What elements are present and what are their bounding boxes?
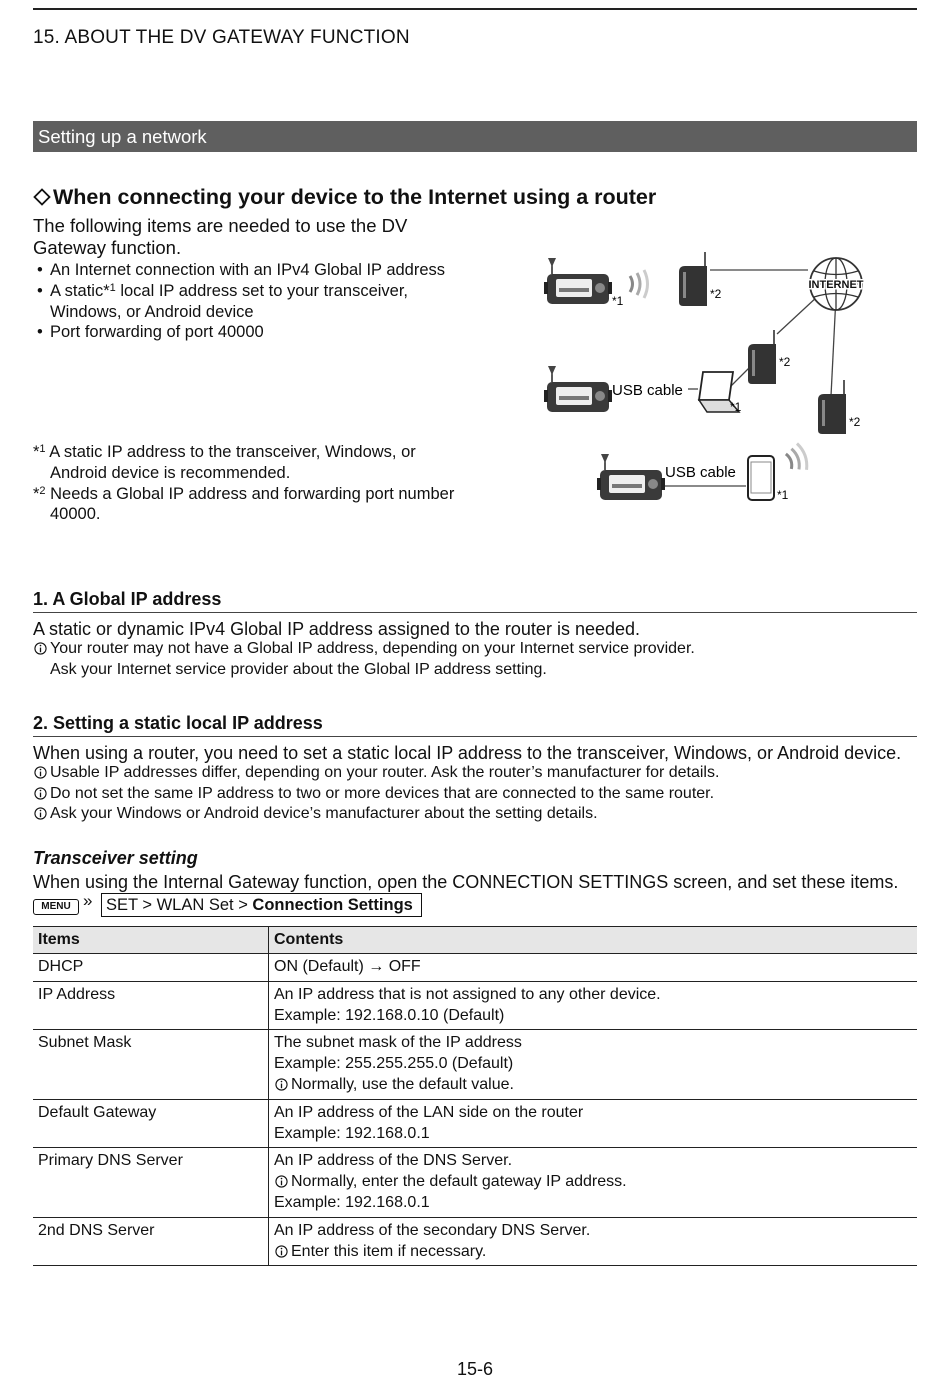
footnote-mark: *2: [710, 287, 722, 301]
table-cell-item: IP Address: [33, 981, 269, 1030]
info-icon: [275, 1078, 288, 1091]
table-cell-item: 2nd DNS Server: [33, 1217, 269, 1266]
tip-line: Usable IP addresses differ, depending on your router. Ask the router’s manufacturer for details.: [33, 763, 719, 784]
wireless-icon: [630, 270, 648, 298]
info-icon: [275, 1175, 288, 1188]
section-bar: Setting up a network: [33, 121, 917, 152]
tip-line: Normally, use the default value.: [274, 1075, 912, 1096]
column-header: Items: [33, 927, 269, 954]
tip-block: [33, 763, 719, 825]
chapter-title: 15. ABOUT THE DV GATEWAY FUNCTION: [33, 27, 410, 48]
info-icon: [34, 807, 47, 820]
footnote-mark: *1: [612, 294, 624, 308]
info-icon: [34, 642, 47, 655]
table-cell-contents: [269, 1030, 918, 1099]
network-diagram: [540, 246, 870, 516]
menu-path-box: SET > WLAN Set > Connection Settings: [101, 893, 422, 917]
settings-table: [33, 926, 917, 1266]
wireless-icon: [784, 442, 810, 474]
content-line: An IP address of the secondary DNS Server.: [274, 1221, 591, 1239]
router-icon: [679, 252, 707, 306]
footnote-mark: *2: [849, 415, 861, 429]
table-cell-contents: [269, 1099, 918, 1148]
footnote: *$^1$ A static IP address to the transceiver, Windows, or Android device is recommended.: [33, 443, 416, 482]
content-line: Example: 255.255.255.0 (Default): [274, 1055, 514, 1073]
page-number: 15-6: [456, 1359, 494, 1379]
table-row: [33, 954, 917, 982]
subsection-heading: 2. Setting a static local IP address: [33, 713, 917, 737]
list-item: • An Internet connection with an IPv4 Global IP address: [33, 260, 463, 281]
internet-label: INTERNET: [808, 279, 864, 291]
content-line: An IP address that is not assigned to any other device.: [274, 985, 661, 1003]
info-icon: [34, 766, 47, 779]
tip-line: Normally, enter the default gateway IP address.: [274, 1172, 912, 1193]
table-cell-contents: [269, 981, 918, 1030]
transceiver-icon: [544, 366, 612, 412]
section-heading: [33, 185, 656, 212]
tip-line: Ask your Windows or Android device’s manufacturer about the setting details.: [33, 804, 719, 825]
top-rule: [33, 8, 917, 10]
footnote-mark: *1: [777, 488, 789, 502]
table-cell-item: Default Gateway: [33, 1099, 269, 1148]
tip-line: Your router may not have a Global IP address, depending on your Internet service provider.: [33, 639, 695, 660]
list-item: • Port forwarding of port 40000: [33, 322, 463, 343]
content-line: The subnet mask of the IP address: [274, 1034, 522, 1052]
list-item: • A static*$^1$ local IP address set to your transceiver, Windows, or Android device: [33, 281, 463, 323]
content-line: Example: 192.168.0.1: [274, 1124, 430, 1142]
paragraph: When using the Internal Gateway function, open the CONNECTION SETTINGS screen, and set these items.: [33, 872, 899, 892]
tip-line: Enter this item if necessary.: [274, 1242, 912, 1263]
subsection-heading: 1. A Global IP address: [33, 589, 917, 613]
content-line: An IP address of the DNS Server.: [274, 1152, 513, 1170]
table-header-row: [33, 927, 917, 954]
table-body: [33, 954, 917, 1266]
table-row: [33, 1148, 917, 1217]
requirements-list: [33, 260, 463, 343]
column-header: Contents: [269, 927, 918, 954]
tip-line: Do not set the same IP address to two or more devices that are connected to the same router.: [33, 784, 719, 805]
table-cell-contents: [269, 1217, 918, 1266]
intro-text: The following items are needed to use the DV Gateway function.: [33, 215, 408, 258]
usb-cable-label: USB cable: [612, 382, 683, 399]
tip-line: Ask your Internet service provider about the Global IP address setting.: [50, 660, 547, 678]
table-row: [33, 1217, 917, 1266]
info-icon: [34, 787, 47, 800]
table-cell-item: Subnet Mask: [33, 1030, 269, 1099]
paragraph: When using a router, you need to set a static local IP address to the transceiver, Windows, or Android device.: [33, 743, 902, 763]
tip-block: [33, 639, 695, 680]
router-icon: [748, 330, 776, 384]
menu-key: MENU: [33, 899, 79, 915]
paragraph: A static or dynamic IPv4 Global IP address assigned to the router is needed.: [33, 619, 641, 639]
section-heading-text: When connecting your device to the Internet using a router: [53, 185, 657, 209]
table-cell-item: DHCP: [33, 954, 269, 982]
menu-arrow: »: [83, 891, 93, 910]
diamond-icon: [33, 187, 51, 212]
footnotes: [33, 442, 463, 525]
transceiver-icon: [544, 258, 612, 304]
footnote-mark: *2: [779, 355, 791, 369]
usb-cable-label: USB cable: [665, 464, 736, 481]
table-cell-item: Primary DNS Server: [33, 1148, 269, 1217]
footnote-mark: *1: [730, 400, 742, 414]
table-cell-contents: [269, 1148, 918, 1217]
smartphone-icon: [748, 456, 774, 500]
content-line: ON (Default) → OFF: [274, 958, 421, 975]
content-line: Example: 192.168.0.10 (Default): [274, 1006, 505, 1024]
info-icon: [275, 1245, 288, 1258]
content-line: Example: 192.168.0.1: [274, 1193, 430, 1211]
transceiver-icon: [597, 454, 665, 500]
table-row: [33, 981, 917, 1030]
content-line: An IP address of the LAN side on the router: [274, 1103, 584, 1121]
transceiver-setting-heading: Transceiver setting: [33, 848, 198, 868]
footnote: *$^2$ Needs a Global IP address and forwarding port number 40000.: [33, 484, 455, 524]
table-row: [33, 1099, 917, 1148]
table-cell-contents: [269, 954, 918, 982]
table-row: [33, 1030, 917, 1099]
